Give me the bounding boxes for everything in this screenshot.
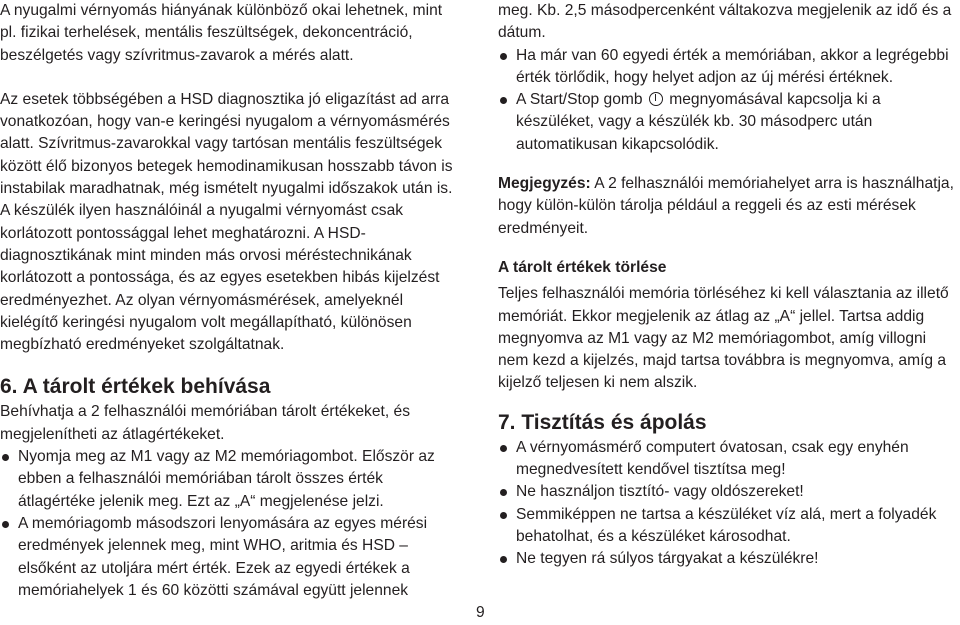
bullet-icon xyxy=(2,521,9,528)
list-item: Semmiképpen ne tartsa a készüléket víz alá, mert a folyadék behatolhat, és a készüléket károsodhat. xyxy=(498,504,960,549)
paragraph-hsd: Az esetek többségében a HSD diagnosztika jó eligazítást ad arra vonatkozóan, hogy van-e keringési nyugalom a vérnyomásmérés alatt. Szívritmus-zavarokkal vagy tartósan mentális feszültségek között élő bizonyos betegek hemodinamikusan hosszabb távon is instabilak maradhatnak, még ismételt nyugalmi időszakok után is. A készülék ilyen használóinál a nyugalmi vérnyomást csak korlátozott pontossággal lehet meghatározni. A HSD-diagnosztikának mint minden más orvosi méréstechnikának korlátozott a pontossága, és az egyes esetekben hibás kijelzést eredményezhet. Az olyan vérnyomásmérések, amelyeknél kielégítő keringési nyugalom volt megállapítható, különösen megbízható eredményeket szolgáltatnak. xyxy=(0,90,453,354)
bullet-icon xyxy=(500,97,507,104)
paragraph-continuation: meg. Kb. 2,5 másodpercenként váltakozva megjelenik az idő és a dátum. xyxy=(498,2,952,42)
power-icon xyxy=(649,92,663,106)
bullet-icon xyxy=(500,489,507,496)
bullet-icon xyxy=(500,512,507,519)
memory-list xyxy=(498,45,960,156)
list-item: Ne használjon tisztító- vagy oldószereket! xyxy=(498,481,960,503)
list-item: A vérnyomásmérő computert óvatosan, csak egy enyhén megnedvesített kendővel tisztítsa meg! xyxy=(498,437,960,482)
paragraph-recall-intro: Behívhatja a 2 felhasználói memóriában tárolt értékeket, és megjelenítheti az átlagértékeket. xyxy=(0,403,410,443)
list-item: Ha már van 60 egyedi érték a memóriában, akkor a legrégebbi érték törlődik, hogy helyet adjon az új mérési értéknek. xyxy=(498,45,960,90)
note-paragraph: Megjegyzés: A 2 felhasználói memóriahelyet arra is használhatja, hogy külön-külön tárolja például a reggeli és az esti mérések eredményeit. xyxy=(498,175,954,237)
note-label: Megjegyzés: xyxy=(498,175,591,193)
recall-list xyxy=(0,446,460,602)
cleaning-list xyxy=(498,437,960,571)
list-item: Nyomja meg az M1 vagy az M2 memóriagombot. Először az ebben a felhasználói memóriában tárolt összes érték átlagértéke jelenik meg. Ezt az „A“ megjelenése jelzi. xyxy=(0,446,460,513)
bullet-icon xyxy=(500,445,507,452)
list-item: A memóriagomb másodszori lenyomására az egyes mérési eredmények jelennek meg, mint WHO, aritmia és HSD – elsőként az utoljára mért érték. Ezek az egyedi értékek a memóriahelyek 1 és 60 közötti számával együtt jelennek xyxy=(0,513,460,602)
paragraph-delete: Teljes felhasználói memória törléséhez ki kell választania az illető memóriát. Ekkor megjelenik az átlag az „A“ jellel. Tartsa addig megnyomva az M1 vagy az M2 memóriagombot, amíg villogni nem kezd a kijelzés, majd tartsa továbbra is megnyomva, amíg a kijelző teljesen ki nem alszik. xyxy=(498,285,949,392)
section-heading-recall: 6. A tárolt értékek behívása xyxy=(0,375,271,399)
section-heading-cleaning: 7. Tisztítás és ápolás xyxy=(498,410,707,434)
subheading-delete: A tárolt értékek törlése xyxy=(498,258,667,276)
page-number: 9 xyxy=(476,604,485,621)
bullet-icon xyxy=(2,454,9,461)
list-item: A Start/Stop gomb megnyomásával kapcsolja ki a készüléket, vagy a készülék kb. 30 másodperc után automatikusan kikapcsolódik. xyxy=(498,89,960,156)
bullet-icon xyxy=(500,53,507,60)
list-item: Ne tegyen rá súlyos tárgyakat a készülékre! xyxy=(498,548,960,570)
bullet-icon xyxy=(500,556,507,563)
right-column xyxy=(498,0,960,571)
left-column xyxy=(0,0,460,602)
paragraph-causes: A nyugalmi vérnyomás hiányának különböző okai lehetnek, mint pl. fizikai terhelések, mentális feszültségek, dekoncentráció, beszélgetés vagy szívritmus-zavarok a mérés alatt. xyxy=(0,2,443,64)
